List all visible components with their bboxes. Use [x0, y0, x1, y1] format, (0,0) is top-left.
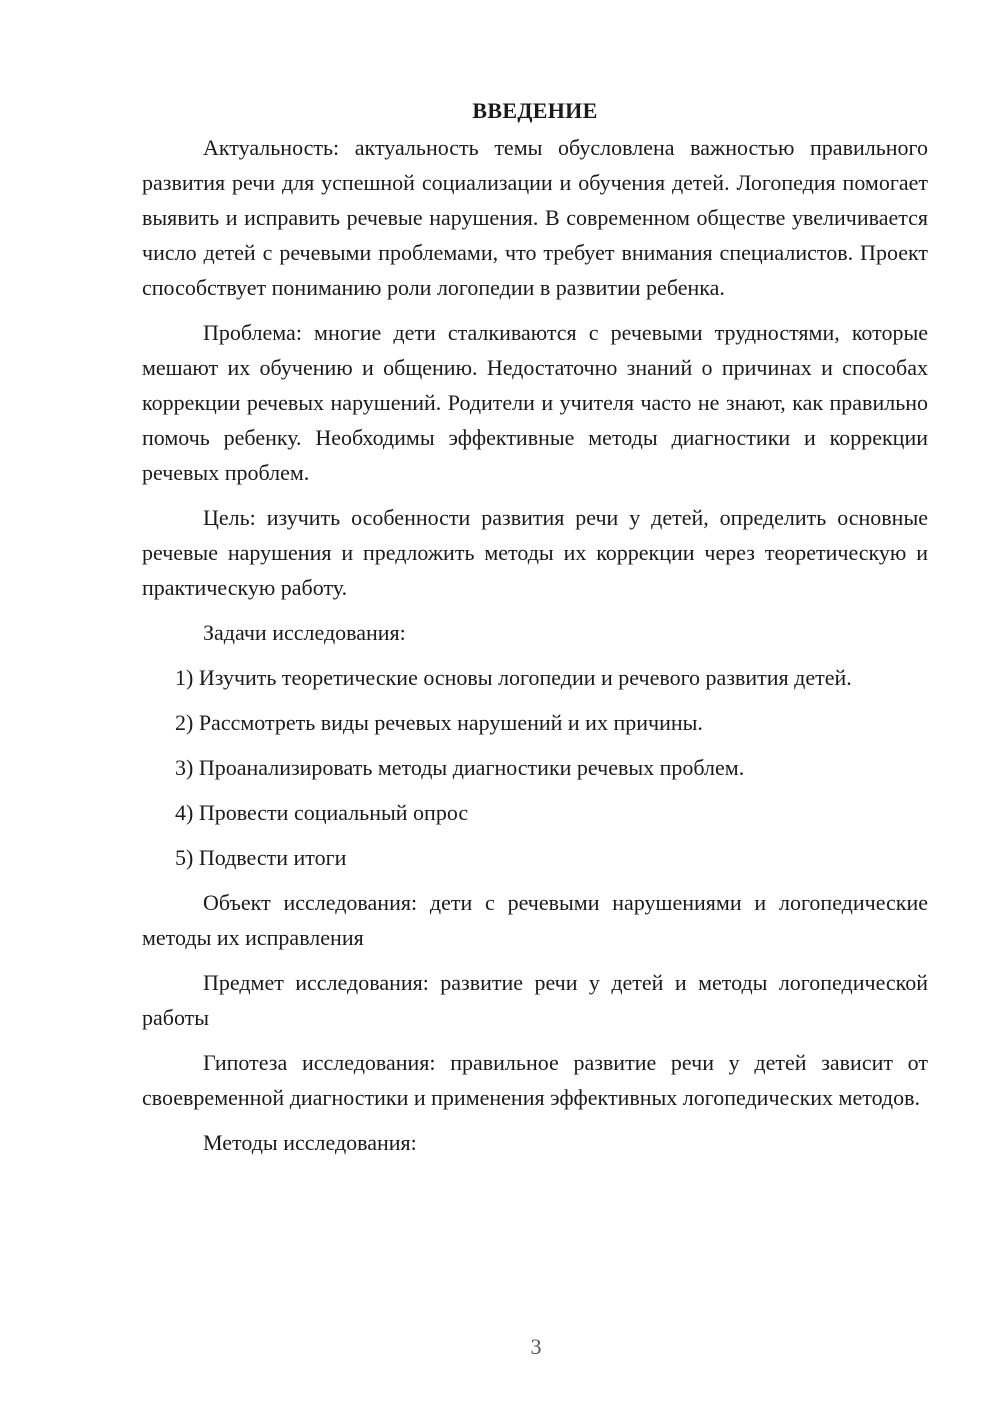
relevance-paragraph: Актуальность: актуальность темы обусловлена важностью правильного развития речи для успешной социализации и обучения детей. Логопедия помогает выявить и исправить речевые нарушения. В современном обществе увеличивается число детей с речевыми проблемами, что требует внимания специалистов. Проект способствует пониманию роли логопедии в развитии ребенка.: [142, 135, 928, 300]
task-item-4: 4) Провести социальный опрос: [175, 800, 469, 825]
hypothesis-paragraph: Гипотеза исследования: правильное развитие речи у детей зависит от своевременной диагностики и применения эффективных логопедических методов.: [142, 1050, 928, 1110]
page-number: 3: [530, 1334, 542, 1359]
task-item-2: 2) Рассмотреть виды речевых нарушений и их причины.: [175, 710, 703, 735]
page-title: ВВЕДЕНИЕ: [472, 98, 598, 123]
object-paragraph: Объект исследования: дети с речевыми нарушениями и логопедические методы их исправления: [142, 890, 928, 950]
tasks-heading: Задачи исследования:: [203, 620, 406, 645]
task-item-1: 1) Изучить теоретические основы логопедии и речевого развития детей.: [175, 665, 852, 690]
task-item-3: 3) Проанализировать методы диагностики речевых проблем.: [175, 755, 745, 780]
goal-paragraph: Цель: изучить особенности развития речи у детей, определить основные речевые нарушения и предложить методы их коррекции через теоретическую и практическую работу.: [142, 505, 928, 600]
problem-paragraph: Проблема: многие дети сталкиваются с речевыми трудностями, которые мешают их обучению и общению. Недостаточно знаний о причинах и способах коррекции речевых нарушений. Родители и учителя часто не знают, как правильно помочь ребенку. Необходимы эффективные методы диагностики и коррекции речевых проблем.: [142, 320, 928, 485]
document-page: [142, 93, 928, 1170]
task-item-5: 5) Подвести итоги: [175, 845, 347, 870]
methods-heading: Методы исследования:: [203, 1130, 417, 1155]
subject-paragraph: Предмет исследования: развитие речи у детей и методы логопедической работы: [142, 970, 928, 1030]
